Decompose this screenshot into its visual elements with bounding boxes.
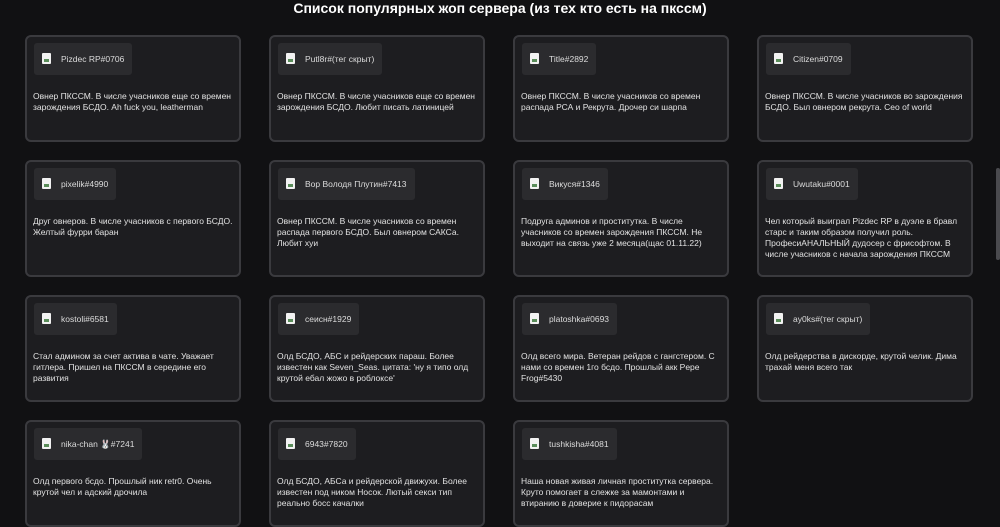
member-description: Овнер ПКССМ. В числе учасников еще со времен зарождения БСДО. Ah fuck you, leatherman — [33, 91, 231, 112]
member-name: Putl8r#(тег скрыт) — [305, 54, 375, 64]
member-card — [513, 160, 729, 277]
member-description: Овнер ПКССМ. В числе учасников еще со времен зарождения БСДО. Любит писать латиницей — [277, 91, 475, 112]
broken-image-icon — [530, 438, 541, 451]
member-name: ay0ks#(тег скрыт) — [793, 314, 863, 324]
member-header — [522, 43, 596, 75]
member-description: Стал админом за счет актива в чате. Уважает гитлера. Пришел на ПКССМ в середине его развития — [33, 351, 214, 383]
member-header — [766, 168, 858, 200]
member-name: 6943#7820 — [305, 439, 348, 449]
member-card — [513, 295, 729, 402]
member-header — [278, 168, 415, 200]
member-description: Олд первого бсдо. Прошлый ник retr0. Очень крутой чел и адский дрочила — [33, 476, 212, 497]
member-description: Наша новая живая личная проститутка сервера. Круто помогает в слежке за мамонтами и втиранию в доверие к пидорасам — [521, 476, 714, 508]
member-header — [278, 428, 356, 460]
member-name: pixelik#4990 — [61, 179, 109, 189]
member-name: Вор Володя Плутин#7413 — [305, 179, 407, 189]
member-name: Pizdec RP#0706 — [61, 54, 125, 64]
member-description: Олд БСДО, АБСа и рейдерской движухи. Более известен под ником Носок. Лютый секси тип реально босс качалки — [277, 476, 467, 508]
member-card — [757, 160, 973, 277]
broken-image-icon — [530, 313, 541, 326]
member-card — [757, 35, 973, 142]
member-name: Title#2892 — [549, 54, 589, 64]
member-name: сеисн#1929 — [305, 314, 352, 324]
member-description: Чел который выиграл Pizdec RP в дуэле в бравл старс и таким образом получил роль. ПрофесиАНАЛЬНЫЙ дудосер с фрисофтом. В числе учасников с начала зарождения ПКССМ — [765, 216, 958, 259]
member-name: nika-chan 🐰#7241 — [61, 438, 135, 449]
broken-image-icon — [530, 53, 541, 66]
member-header — [522, 303, 617, 335]
broken-image-icon — [42, 438, 53, 451]
member-description: Олд рейдерства в дискорде, крутой челик. Дима трахай меня всего так — [765, 351, 957, 372]
member-name: Викуся#1346 — [549, 179, 600, 189]
member-card — [757, 295, 973, 402]
member-header — [278, 303, 359, 335]
member-description: Овнер ПКССМ. В числе учасников во зарождения БСДО. Был овнером рекрута. Ceo of world — [765, 91, 963, 112]
member-card — [269, 420, 485, 527]
member-description: Овнер ПКССМ. В числе учасников со времен распада первого БСДО. Был овнером САКСа. Любит хуи — [277, 216, 459, 248]
member-card — [513, 420, 729, 527]
member-card — [269, 295, 485, 402]
member-name: tushkisha#4081 — [549, 439, 609, 449]
broken-image-icon — [42, 313, 53, 326]
broken-image-icon — [42, 178, 53, 191]
member-description: Друг овнеров. В числе учасников с первого БСДО. Желтый фурри баран — [33, 216, 233, 237]
page-scrollbar[interactable] — [994, 0, 1000, 479]
member-header — [522, 428, 617, 460]
member-card — [25, 35, 241, 142]
broken-image-icon — [530, 178, 541, 191]
member-header — [766, 43, 851, 75]
page-title: Список популярных жоп сервера (из тех кто есть на пкссм) — [293, 0, 707, 16]
member-card — [25, 295, 241, 402]
member-name: platoshka#0693 — [549, 314, 610, 324]
broken-image-icon — [286, 178, 297, 191]
broken-image-icon — [286, 53, 297, 66]
member-card — [25, 160, 241, 277]
broken-image-icon — [42, 53, 53, 66]
member-name: kostoli#6581 — [61, 314, 109, 324]
broken-image-icon — [774, 313, 785, 326]
broken-image-icon — [774, 178, 785, 191]
broken-image-icon — [286, 313, 297, 326]
member-name: Uwutaku#0001 — [793, 179, 850, 189]
member-card — [269, 160, 485, 277]
member-description: Олд всего мира. Ветеран рейдов с гангстером. С нами со времен 1го бсдо. Прошлый акк Pepe Frog#5430 — [521, 351, 715, 383]
member-header — [34, 43, 132, 75]
member-header — [278, 43, 382, 75]
member-card — [25, 420, 241, 527]
member-card — [513, 35, 729, 142]
member-card-grid — [25, 35, 973, 527]
member-card — [269, 35, 485, 142]
member-description: Олд БСДО, АБС и рейдерских параш. Более известен как Seven_Seas. цитата: 'ну я типо олд крутой ебал жожо в роблоксе' — [277, 351, 469, 383]
scrollbar-thumb[interactable] — [996, 168, 1000, 260]
member-description: Овнер ПКССМ. В числе учасников со времен распада РСА и Рекрута. Дрочер си шарпа — [521, 91, 701, 112]
broken-image-icon — [286, 438, 297, 451]
member-header — [34, 303, 117, 335]
member-header — [522, 168, 608, 200]
member-header — [34, 168, 116, 200]
member-header — [766, 303, 870, 335]
broken-image-icon — [774, 53, 785, 66]
member-name: Citizen#0709 — [793, 54, 843, 64]
member-description: Подруга админов и проститутка. В числе учасников со времен зарождения ПКССМ. Не выходит на связь уже 2 месяца(щас 01.11.22) — [521, 216, 703, 248]
member-header — [34, 428, 142, 460]
